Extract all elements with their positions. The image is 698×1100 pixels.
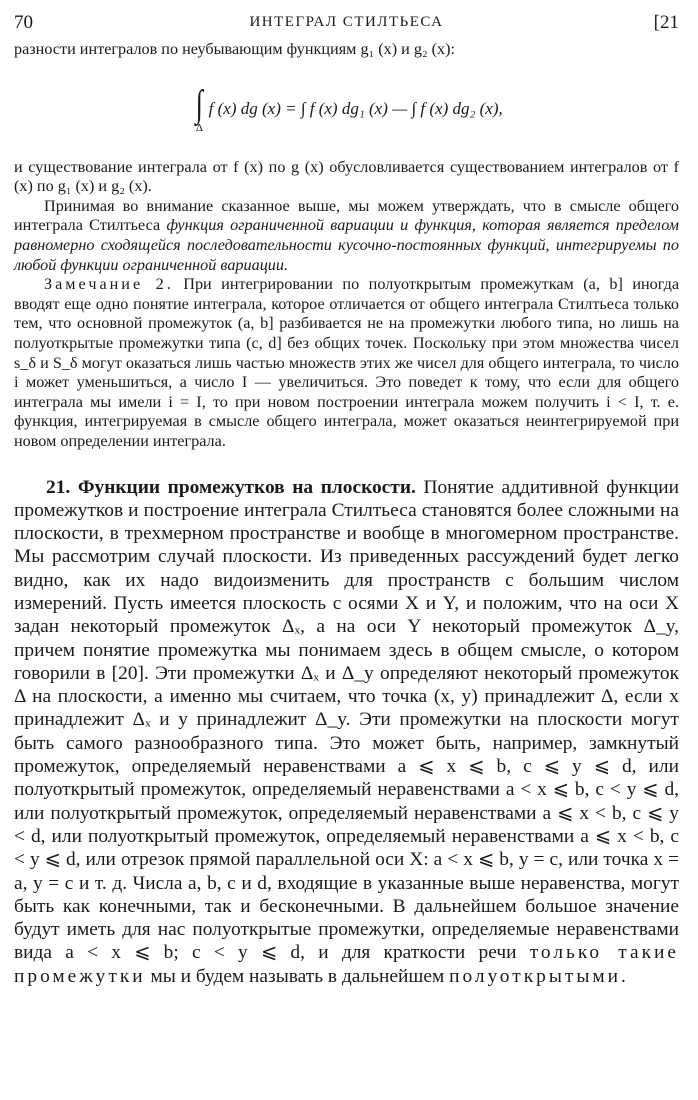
paragraph: разности интегралов по неубывающим функциям g₁ (x) и g₂ (x): — [14, 40, 456, 58]
integral-sign: ∫ Δ — [195, 82, 204, 134]
section-number: [21 — [653, 12, 679, 33]
formula-text: f (x) dg (x) = ∫ f (x) dg₁ (x) — ∫ f (x) dg₂ (x), — [208, 98, 503, 118]
paragraph-text: мы и будем называть в дальнейшем — [145, 965, 450, 987]
paragraph-text: Понятие аддитивной функции промежутков и построение интеграла Стилтьеса становятся более сложными на плоскости, в трехмерном пространстве и вообще в многомерном пространстве. Мы рассмотрим случай плоскости. Из приведенных рассуждений будет легко видно, как их надо видоизменить для пространств с большим числом измерений. Пусть имеется плоскость с осями X и Y, и положим, что на оси X задан некоторый промежуток Δₓ, а на оси Y некоторый промежуток Δ_y, причем понятие промежутка мы понимаем здесь в общем смысле, о котором говорили в [20]. Эти промежутки Δₓ и Δ_y определяют некоторый промежуток Δ на плоскости, а именно мы считаем, что точка (x, y) принадлежит Δ, если x принадлежит Δₓ и y принадлежит Δ_y. Эти промежутки на плоскости могут быть самого разнообразного типа. Это может быть, например, замкнутый промежуток, определяемый неравенствами a ⩽ x ⩽ b, c ⩽ y ⩽ d, или полуоткрытый промежуток, определяемый неравенствами a < x ⩽ b, c < y ⩽ d, или полуоткрытый промежуток, определяемый неравенствами a ⩽ x < b, c ⩽ y < d, или полуоткрытый промежуток, определяемый неравенствами a ⩽ x < b, c < y ⩽ d, или отрезок прямой параллельной оси X: a < x ⩽ b, y = c, или точка x = a, y = c и т. д. Числа a, b, c и d, входящие в указанные выше неравенства, могут быть как конечными, так и бесконечными. В дальнейшем большое значение будут иметь для нас полуоткрытые промежутки, определяемые неравенствами вида a < x ⩽ b; c < y ⩽ d, и для краткости речи — [14, 476, 679, 964]
page — [14, 10, 679, 988]
upper-text — [14, 40, 679, 452]
remark-text: При интегрировании по полуоткрытым промежуткам (a, b] иногда вводят еще одно понятие интеграла, которое отличается от общего интеграла Стилтьеса только тем, что основной промежуток (a, b] разбивается не на промежутки любого типа, но лишь на полуоткрытые промежутки типа (c, d] без общих точек. Поскольку при этом множества чисел s_δ и S_δ могут оказаться лишь частью множеств этих же чисел для общего интеграла, то число i может уменьшиться, а число I — увеличиться. Это поведет к тому, что если для общего интеграла мы имели i = I, то при новом построении интеграла можем получить i < I, т. е. функция, интегрируемая в смысле общего интеграла, может оказаться неинтегрируемой при новом определении интеграла. — [14, 275, 680, 450]
spaced-text: только такие промежутки — [14, 942, 679, 987]
remark-label: Замечание 2. — [44, 275, 174, 294]
paragraph — [14, 197, 679, 275]
formula — [14, 60, 679, 158]
running-title: ИНТЕГРАЛ СТИЛТЬЕСА — [249, 14, 444, 30]
section-21 — [14, 476, 679, 989]
section-heading: 21. Функции промежутков на плоскости. — [46, 476, 416, 498]
emphasis-text: функция ограниченной вариации и функция, которая является пределом равномерно сходящейся последовательности кусочно-постоянных функций, интегрируемы по любой функции ограниченной вариации. — [14, 216, 679, 274]
paragraph — [14, 476, 679, 989]
page-header — [14, 10, 679, 40]
page-number: 70 — [14, 12, 33, 33]
remark — [14, 275, 679, 451]
spaced-text: полуоткрытыми. — [449, 965, 629, 987]
paragraph-text: Принимая во внимание сказанное выше, мы можем утверждать, что в смысле общего интеграла Стилтьеса — [14, 196, 679, 235]
paragraph: и существование интеграла от f (x) по g (x) обусловливается существованием интегралов от f (x) по g₁ (x) и g₂ (x). — [14, 157, 679, 196]
